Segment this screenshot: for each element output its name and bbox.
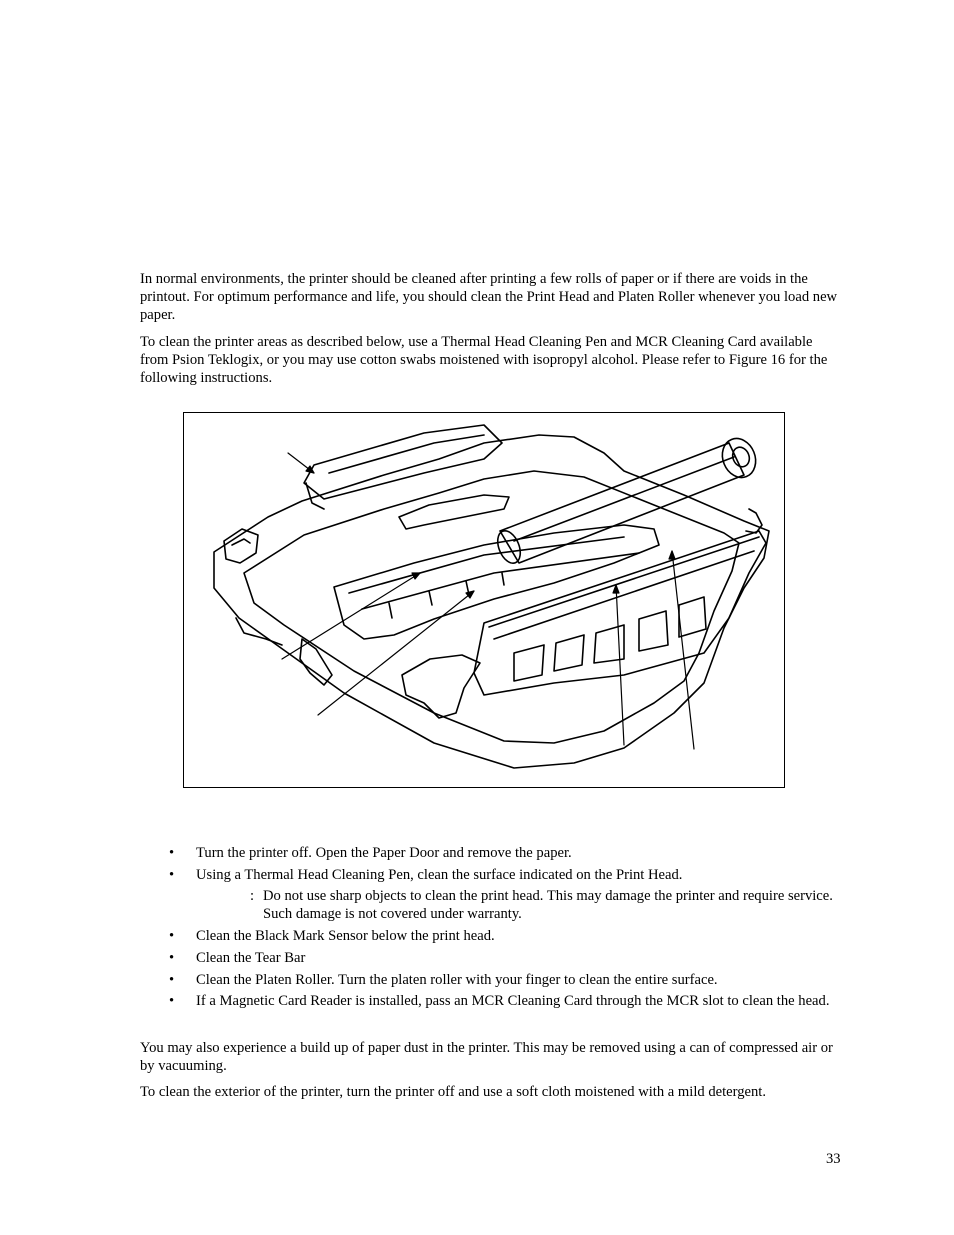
platen-roller (500, 443, 744, 563)
page-number: 33 (826, 1151, 841, 1167)
list-item (140, 844, 840, 862)
bullet-icon: • (169, 866, 175, 883)
arrow-print-head (282, 573, 420, 659)
arrow-platen-roller-head (669, 551, 675, 559)
list-item (140, 927, 840, 945)
outro-paragraph-1: You may also experience a build up of paper dust in the printer. This may be removed using a can of compressed air or by vacuuming. (140, 1040, 833, 1075)
print-head-shadow (362, 553, 639, 609)
intro-paragraph-1: In normal environments, the printer should be cleaned after printing a few rolls of paper or if there are voids in the printout. For optimum performance and life, you should clean the Print Head and Platen Roller whenever you load new paper. (140, 271, 838, 324)
platen-roller-highlight (514, 457, 734, 541)
bottom-cutout (402, 655, 480, 718)
arrow-print-head-head (412, 573, 420, 579)
print-head-strip (349, 537, 624, 593)
printer-body-outline (214, 435, 769, 768)
bullet-icon: • (169, 928, 175, 944)
step-text: Clean the Black Mark Sensor below the print head. (196, 928, 495, 944)
list-item (140, 992, 840, 1010)
bullet-icon: • (169, 993, 175, 1010)
bullet-icon: • (169, 971, 175, 988)
printer-cleaning-figure (183, 412, 785, 788)
step-text: Clean the Platen Roller. Turn the platen roller with your finger to clean the entire surface. (196, 971, 718, 988)
intro-paragraph-2: To clean the printer areas as described below, use a Thermal Head Cleaning Pen and MCR Cleaning Card available from Psion Teklogix, or you may use cotton swabs moistened with isopropyl alcohol. Please refer to Figure 16 for the following instructions. (140, 334, 828, 387)
step-text: Clean the Tear Bar (196, 949, 306, 966)
cleaning-steps-list (140, 844, 840, 1014)
warning-note (140, 887, 840, 923)
tear-bar (489, 537, 759, 627)
bay-slots (389, 573, 504, 618)
arrow-platen-roller (672, 551, 694, 749)
bullet-icon: • (169, 949, 175, 966)
platen-roller-end-inner (730, 445, 752, 470)
platen-roller-end (717, 433, 762, 482)
print-head-bay (334, 525, 659, 639)
arrow-tear-bar (616, 585, 624, 745)
list-item (140, 971, 840, 989)
note-text: Do not use sharp objects to clean the print head. This may damage the printer and require service. Such damage is not covered under warranty. (263, 887, 833, 922)
list-item (140, 949, 840, 967)
side-latch-detail (232, 539, 250, 545)
printer-line-drawing (184, 413, 784, 787)
step-text: If a Magnetic Card Reader is installed, pass an MCR Cleaning Card through the MCR slot to clean the head. (196, 993, 830, 1010)
list-item (140, 866, 840, 884)
arrow-black-mark-sensor (318, 591, 474, 715)
step-text: Using a Thermal Head Cleaning Pen, clean the surface indicated on the Print Head. (196, 866, 683, 883)
step-text: Turn the printer off. Open the Paper Door and remove the paper. (196, 845, 572, 861)
bullet-icon: • (169, 845, 175, 861)
outro-paragraph-2: To clean the exterior of the printer, turn the printer off and use a soft cloth moistened with a mild detergent. (140, 1084, 767, 1100)
note-colon: : (250, 887, 255, 904)
gear (746, 509, 762, 533)
